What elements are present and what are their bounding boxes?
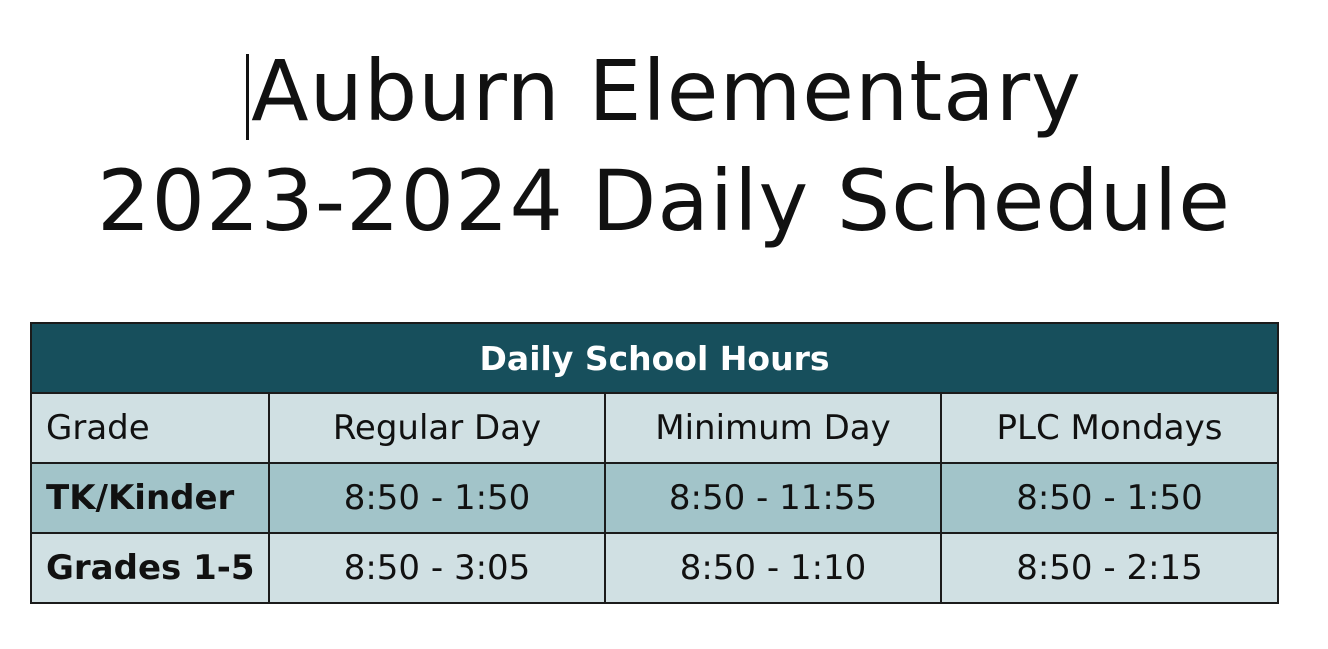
header-regular-day: Regular Day — [269, 393, 605, 463]
row-grade-label: Grades 1-5 — [31, 533, 269, 603]
header-plc-mondays: PLC Mondays — [941, 393, 1278, 463]
row-grade-label: TK/Kinder — [31, 463, 269, 533]
table-caption: Daily School Hours — [31, 323, 1278, 393]
cell-regular-day: 8:50 - 3:05 — [269, 533, 605, 603]
cell-plc-mondays: 8:50 - 2:15 — [941, 533, 1278, 603]
cell-minimum-day: 8:50 - 1:10 — [605, 533, 941, 603]
cell-regular-day: 8:50 - 1:50 — [269, 463, 605, 533]
table-row — [31, 463, 1278, 533]
header-minimum-day: Minimum Day — [605, 393, 941, 463]
cell-plc-mondays: 8:50 - 1:50 — [941, 463, 1278, 533]
document-title — [0, 36, 1328, 256]
cell-minimum-day: 8:50 - 11:55 — [605, 463, 941, 533]
title-line-1 — [0, 36, 1328, 146]
table-row — [31, 533, 1278, 603]
table-caption-row — [31, 323, 1278, 393]
table-header-row — [31, 393, 1278, 463]
title-school-name: Auburn Elementary — [251, 42, 1082, 140]
school-hours-table — [30, 322, 1279, 604]
title-line-2: 2023-2024 Daily Schedule — [97, 152, 1231, 250]
text-cursor — [246, 54, 249, 140]
header-grade: Grade — [31, 393, 269, 463]
